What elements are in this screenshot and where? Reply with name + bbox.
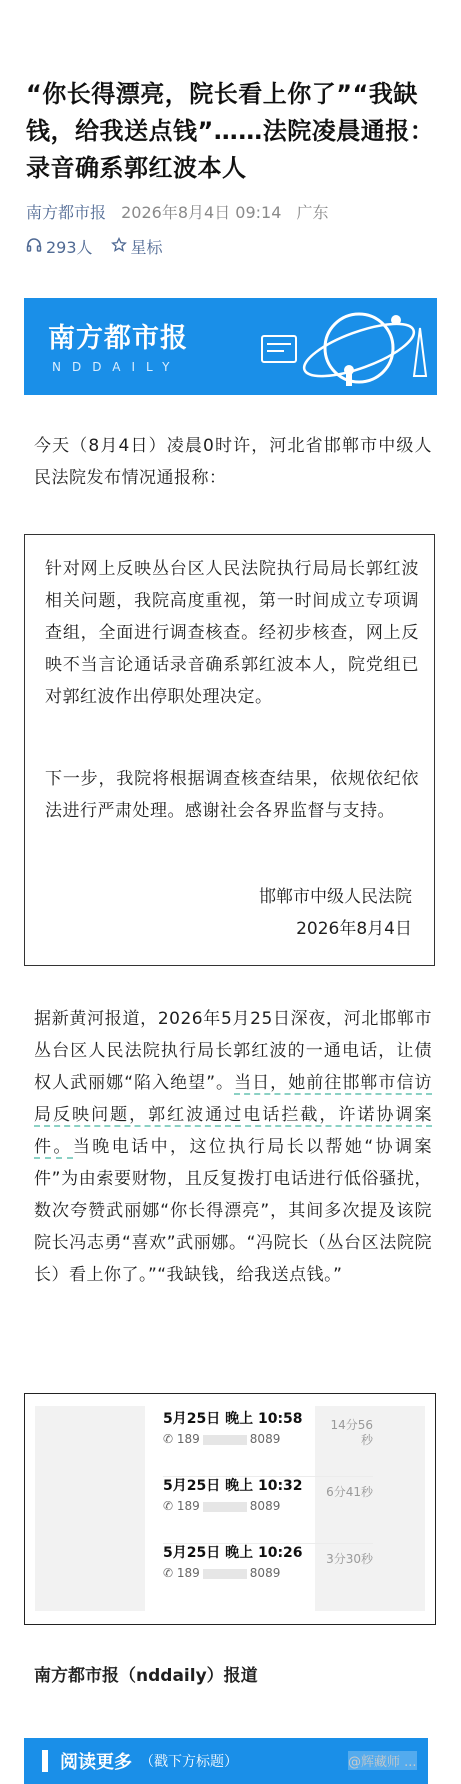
- call-entry: [163, 1410, 373, 1477]
- call-time: 5月25日 晚上 10:32: [163, 1478, 303, 1494]
- banner-english-name: NDDAILY: [52, 360, 181, 374]
- phone-icon: ✆: [163, 1566, 174, 1580]
- article-stats: [26, 235, 163, 258]
- star-button[interactable]: 星标: [130, 238, 163, 257]
- article-meta: [26, 200, 446, 223]
- call-entry: [163, 1477, 373, 1544]
- planet-illustration-icon: [254, 298, 437, 395]
- report-text-underlined: 当日，她前往邯郸市信访局反映问题，郭红波通过电话拦截，许诺协调案件。: [34, 1073, 432, 1157]
- call-number: ✆ 189 8089: [163, 1432, 281, 1446]
- star-icon[interactable]: [111, 237, 127, 257]
- call-log-screenshot: [24, 1393, 436, 1625]
- read-more-label: 阅读更多: [60, 1752, 132, 1773]
- headphones-icon: [26, 237, 42, 257]
- call-duration: 3分30秒: [326, 1552, 373, 1566]
- notice-signer: 邯郸市中级人民法院: [259, 887, 412, 907]
- read-more-sub: （戳下方标题）: [140, 1754, 238, 1770]
- call-duration: 14分56秒: [330, 1418, 373, 1447]
- report-text-2: 当晚电话中，这位执行局长以帮她“协调案件”为由索要财物，且反复拨打电话进行低俗骚扰，数次夸赞武丽娜“你长得漂亮”，其间多次提及该院院长冯志勇“喜欢”武丽娜。“冯院长（丛台区法院院长）看上你了。”“我缺钱，给我送点钱。”: [34, 1137, 433, 1285]
- listener-count: 293人: [46, 238, 93, 257]
- call-entry: [163, 1544, 373, 1610]
- intro-paragraph: 今天（8月4日）凌晨0时许，河北省邯郸市中级人民法院发布情况通报称：: [34, 436, 432, 488]
- notice-paragraph-2: 下一步，我院将根据调查核查结果，依规依纪依法进行严肃处理。感谢社会各界监督与支持。: [45, 769, 419, 821]
- phone-icon: ✆: [163, 1432, 174, 1446]
- call-number: ✆ 189 8089: [163, 1566, 281, 1580]
- notice-paragraph-1: 针对网上反映丛台区人民法院执行局局长郭红波相关问题，我院高度重视，第一时间成立专项调查组，全面进行调查核查。经初步核查，网上反映不当言论通话录音确系郭红波本人，院党组已对郭红波作出停职处理决定。: [45, 559, 419, 707]
- publish-datetime: 2026年8月4日 09:14: [121, 203, 282, 222]
- report-text-1: 据新黄河报道，2026年5月25日深夜，河北邯郸市丛台区人民法院执行局长郭红波的一通电话，让债权人武丽娜“陷入绝望”。: [34, 1009, 432, 1093]
- banner-brand-name: 南方都市报: [48, 323, 188, 354]
- report-source-credit: 南方都市报（nddaily）报道: [34, 1666, 258, 1686]
- call-duration: 6分41秒: [326, 1485, 373, 1499]
- call-log-left-blur: [35, 1406, 145, 1611]
- court-notice-box: [24, 534, 435, 966]
- brand-banner: [24, 298, 437, 395]
- notice-date: 2026年8月4日: [296, 919, 412, 939]
- call-number: ✆ 189 8089: [163, 1499, 281, 1513]
- article-title: “你长得漂亮，院长看上你了”“我缺钱，给我送点钱”……法院凌晨通报：录音确系郭红波本人: [26, 80, 435, 182]
- phone-icon: ✆: [163, 1499, 174, 1513]
- read-more-bar-icon: [42, 1750, 48, 1772]
- call-time: 5月25日 晚上 10:58: [163, 1411, 303, 1427]
- publish-location: 广东: [296, 203, 329, 222]
- watermark: @辉藏师 ...: [348, 1751, 417, 1770]
- report-paragraph: [34, 1003, 432, 1291]
- call-time: 5月25日 晚上 10:26: [163, 1545, 303, 1561]
- source-link[interactable]: 南方都市报: [26, 203, 107, 222]
